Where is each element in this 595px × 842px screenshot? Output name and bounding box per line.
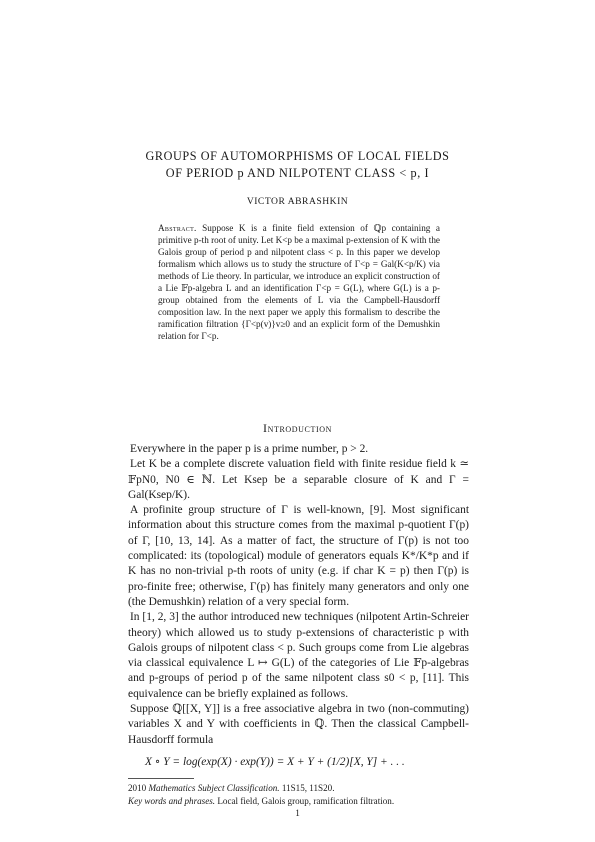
- footnote-msc-label: Mathematics Subject Classification.: [148, 783, 280, 793]
- abstract-label: Abstract.: [158, 223, 197, 233]
- campbell-hausdorff-formula: X ∘ Y = log(exp(X) · exp(Y)) = X + Y + (1/2)[X, Y] + . . .: [145, 756, 405, 768]
- footnote-year: 2010: [128, 783, 147, 793]
- abstract-text: Suppose K is a finite field extension of ℚp containing a primitive p-th root of unity. Let K<p be a maximal p-extension of K with the Galois group of period p and nilpotent class < p. In this paper we develop formalism which allows us to study the structure of Γ<p = Gal(K<p/K) via methods of Lie theory. In particular, we introduce an explicit construction of a Lie 𝔽p-algebra L and an identification Γ<p = G(L), where G(L) is a p-group obtained from the elements of L via the Campbell-Hausdorff composition law. In the next paper we apply this formalism to describe the ramification filtration {Γ<p(v)}v≥0 and an explicit form of the Demushkin relation for Γ<p.: [158, 223, 440, 342]
- abstract: [158, 222, 440, 342]
- paragraph: A profinite group structure of Γ is well-known, [9]. Most significant information about this structure comes from the maximal p-quotient Γ(p) of Γ, [10, 13, 14]. As a matter of fact, the structure of Γ(p) is not too complicated: its (topological) module of generators equals K*/K*p and if K has no non-trivial p-th roots of unity (e.g. if char K = p) then Γ(p) is pro-finite free; otherwise, Γ(p) has finitely many generators and only one (the Demushkin) relation of a very special form.: [128, 504, 469, 608]
- paragraph: Suppose ℚ[[X, Y]] is a free associative algebra in two (non-commuting) variables X and Y with coefficients in ℚ. Then the classical Campbell-Hausdorff formula: [128, 703, 469, 746]
- footnote-msc-value: 11S15, 11S20.: [281, 783, 335, 793]
- author-name: VICTOR ABRASHKIN: [246, 196, 349, 207]
- title-line-2: OF PERIOD p AND NILPOTENT CLASS < p, I: [165, 166, 430, 180]
- title-line-1: GROUPS OF AUTOMORPHISMS OF LOCAL FIELDS: [145, 149, 450, 163]
- paragraph: In [1, 2, 3] the author introduced new techniques (nilpotent Artin-Schreier theory) which allowed us to study p-extensions of characteristic p with Galois groups of nilpotent class < p. Such groups come from Lie algebras via classical equivalence L ↦ G(L) of the categories of Lie 𝔽p-algebras and p-groups of period p of the same nilpotent class s0 < p, [11]. This equivalence can be briefly explained as follows.: [128, 611, 469, 700]
- footnote-rule: [128, 778, 194, 779]
- paper-title: [0, 148, 595, 182]
- footnote-msc: [128, 782, 469, 795]
- paragraph: Let K be a complete discrete valuation field with finite residue field k ≃ 𝔽pN0, N0 ∈ ℕ. Let Ksep be a separable closure of K and Γ = Gal(Ksep/K).: [128, 458, 469, 501]
- body-text: [128, 442, 469, 748]
- footnotes: [128, 782, 469, 807]
- footnote-keywords: [128, 795, 469, 808]
- paragraph: Everywhere in the paper p is a prime number, p > 2.: [130, 443, 369, 455]
- section-heading: Introduction: [263, 421, 332, 435]
- footnote-keywords-label: Key words and phrases.: [128, 795, 216, 806]
- page-number: 1: [295, 808, 300, 818]
- footnote-keywords-value: Local field, Galois group, ramification filtration.: [217, 795, 395, 806]
